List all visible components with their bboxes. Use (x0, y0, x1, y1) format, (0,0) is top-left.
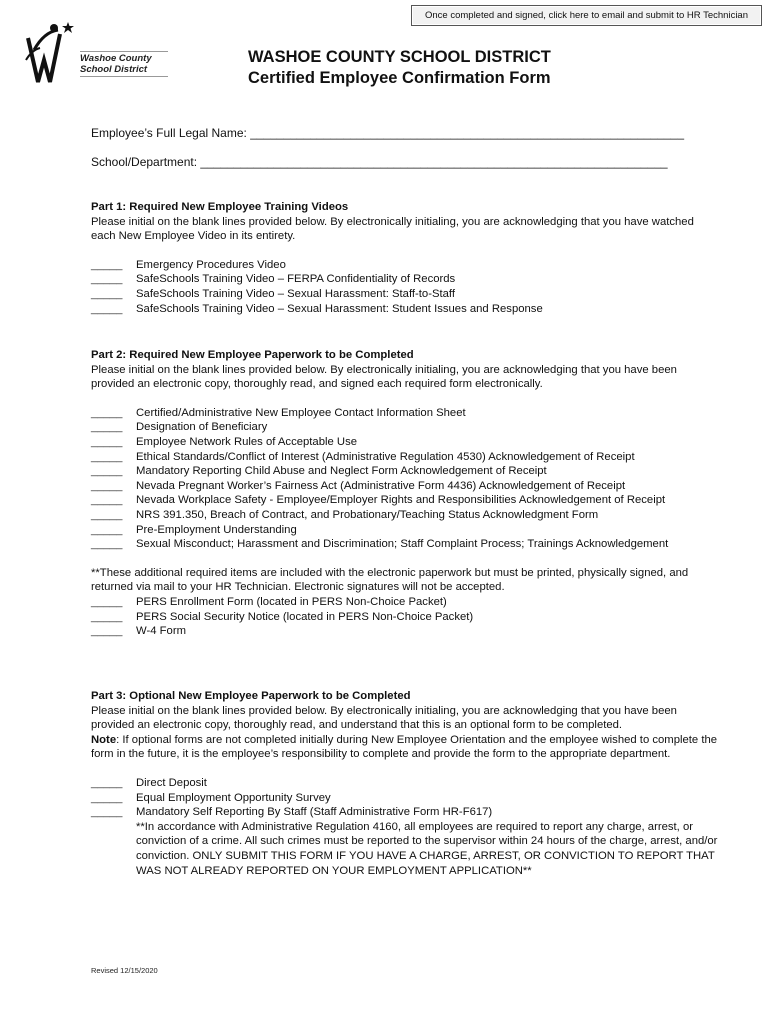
list-item: _____ Nevada Pregnant Worker’s Fairness Act (Administrative Form 4436) Acknowledgement of Receipt (91, 479, 626, 492)
initial-blank[interactable]: _____ (91, 273, 123, 286)
initial-blank[interactable]: _____ (91, 523, 123, 536)
initial-blank[interactable]: _____ (91, 479, 123, 492)
self-report-note: **In accordance with Administrative Regulation 4160, all employees are required to report any charge, arrest, or conviction of a crime. All such crimes must be reported to the supervisor within 24 hours of the charge, arrest, and/or conviction. ONLY SUBMIT THIS FORM IF YOU HAVE A CHARGE, ARREST, OR CONVICTION TO REPORT THAT WAS NOT ALREADY REPORTED ON YOUR EMPLOYMENT APPLICATION** (136, 820, 718, 877)
initial-blank[interactable]: _____ (91, 450, 123, 463)
initial-blank[interactable]: _____ (91, 435, 123, 448)
list-item: _____ Employee Network Rules of Acceptable Use (91, 435, 358, 448)
initial-blank[interactable]: _____ (91, 625, 123, 638)
initial-blank[interactable]: _____ (91, 421, 123, 434)
district-logo (24, 20, 154, 90)
initial-blank[interactable]: _____ (91, 791, 123, 804)
part1-intro: Please initial on the blank lines provided below. By electronically initialing, you are acknowledging that you have watched each New Employee Video in its entirety. (91, 215, 694, 243)
part2-heading: Part 2: Required New Employee Paperwork to be Completed (91, 349, 414, 361)
revision-date: Revised 12/15/2020 (91, 966, 158, 975)
logo-figure-icon (24, 20, 84, 90)
part3-note (91, 733, 719, 762)
list-item: _____ Designation of Beneficiary (91, 421, 268, 434)
part3-section (91, 689, 719, 878)
document-subtitle: Certified Employee Confirmation Form (248, 69, 551, 87)
email-submit-button[interactable]: Once completed and signed, click here to email and submit to HR Technician (411, 5, 762, 26)
list-item: _____ Equal Employment Opportunity Survey (91, 791, 331, 804)
initial-blank[interactable]: _____ (91, 610, 123, 623)
initial-blank[interactable]: _____ (91, 595, 123, 608)
initial-blank[interactable]: _____ (91, 806, 123, 819)
logo-line1: Washoe County (80, 53, 152, 64)
part2-section (91, 348, 719, 639)
list-item: _____ SafeSchools Training Video – FERPA Confidentiality of Records (91, 273, 456, 286)
initial-blank[interactable]: _____ (91, 508, 123, 521)
additional-items-note: **These additional required items are included with the electronic paperwork but must be printed, physically signed, and returned via mail to your HR Technician. Electronic signatures will not be accepted. (91, 566, 689, 594)
list-item: _____ Ethical Standards/Conflict of Interest (Administrative Regulation 4530) Acknowledgement of Receipt (91, 450, 635, 463)
list-item: _____ Direct Deposit (91, 776, 207, 789)
list-item (91, 820, 719, 878)
note-label: Note (91, 733, 117, 746)
list-item: _____ NRS 391.350, Breach of Contract, and Probationary/Teaching Status Acknowledgment Form (91, 508, 599, 521)
logo-line2: School District (80, 64, 148, 75)
initial-blank[interactable]: _____ (91, 287, 123, 300)
initial-blank[interactable]: _____ (91, 258, 123, 271)
part2-intro: Please initial on the blank lines provided below. By electronically initialing, you are acknowledging that you have been provided an electronic copy, thoroughly read, and signed each required form electronically. (91, 363, 677, 391)
initial-blank[interactable]: _____ (91, 494, 123, 507)
name-field[interactable]: Employee’s Full Legal Name: _________________________________________________________________ (91, 126, 684, 140)
school-field[interactable]: School/Department: ______________________________________________________________________ (91, 155, 668, 169)
document-title: WASHOE COUNTY SCHOOL DISTRICT (248, 48, 551, 66)
list-item: _____ Certified/Administrative New Employee Contact Information Sheet (91, 406, 466, 419)
list-item: _____ SafeSchools Training Video – Sexual Harassment: Student Issues and Response (91, 302, 543, 315)
part1-heading: Part 1: Required New Employee Training Videos (91, 201, 349, 213)
list-item: _____ Mandatory Reporting Child Abuse and Neglect Form Acknowledgement of Receipt (91, 465, 547, 478)
part3-heading: Part 3: Optional New Employee Paperwork to be Completed (91, 690, 411, 702)
initial-blank[interactable]: _____ (91, 302, 123, 315)
list-item: _____ Emergency Procedures Video (91, 258, 286, 271)
initial-blank[interactable]: _____ (91, 538, 123, 551)
initial-blank[interactable]: _____ (91, 406, 123, 419)
note-text: : If optional forms are not completed initially during New Employee Orientation and the employee wished to complete the form in the future, it is the employee’s responsibility to complete and provide the form to the appropriate department. (91, 733, 718, 761)
list-item: _____ Nevada Workplace Safety - Employee/Employer Rights and Responsibilities Acknowledgement of Receipt (91, 494, 666, 507)
list-item: _____ PERS Social Security Notice (located in PERS Non-Choice Packet) (91, 610, 474, 623)
list-item: _____ Mandatory Self Reporting By Staff (Staff Administrative Form HR-F617) (91, 806, 493, 819)
initial-blank[interactable]: _____ (91, 465, 123, 478)
list-item: _____ Sexual Misconduct; Harassment and Discrimination; Staff Complaint Process; Trainings Acknowledgement (91, 538, 669, 551)
list-item: _____ SafeSchools Training Video – Sexual Harassment: Staff-to-Staff (91, 287, 456, 300)
part1-section (91, 200, 719, 316)
list-item: _____ PERS Enrollment Form (located in PERS Non-Choice Packet) (91, 595, 447, 608)
list-item: _____ W-4 Form (91, 625, 186, 638)
list-item: _____ Pre-Employment Understanding (91, 523, 297, 536)
initial-blank[interactable]: _____ (91, 776, 123, 789)
part3-intro: Please initial on the blank lines provided below. By electronically initialing, you are acknowledging that you have been provided an electronic copy, thoroughly read, and understand that this is an optional form to be completed. (91, 704, 677, 732)
